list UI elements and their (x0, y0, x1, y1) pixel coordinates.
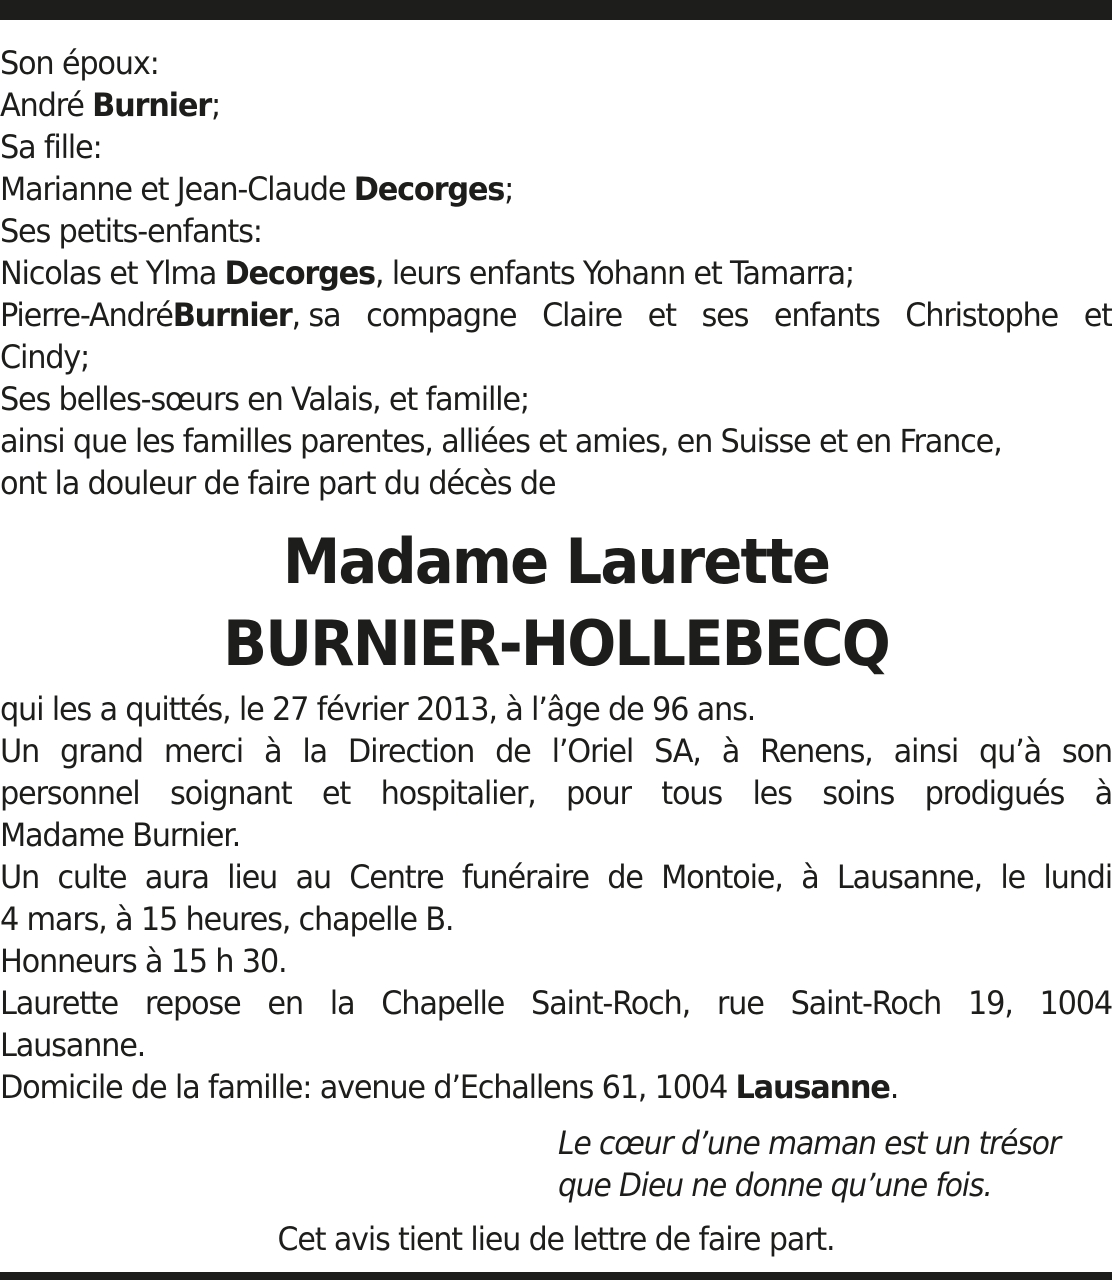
word: Claire (542, 296, 622, 334)
thanks-line-1 (0, 730, 1112, 772)
word: de (607, 858, 643, 896)
quote-line-1: Le cœur d’une maman est un trésor (558, 1124, 1060, 1162)
word: soins (822, 774, 895, 812)
word: Un (0, 732, 40, 770)
spouse-heading: Son époux: (0, 44, 159, 82)
word: 19, (967, 984, 1013, 1022)
word: rue (716, 984, 764, 1022)
word: grand (60, 732, 143, 770)
grandchild-line-1: Nicolas et Ylma Decorges, leurs enfants Yohann et Tamarra; (0, 254, 854, 292)
word: repose (144, 984, 241, 1022)
word: les (752, 774, 792, 812)
spouse-line: André Burnier; (0, 86, 220, 124)
word: à (263, 732, 282, 770)
word: Saint-Roch, (531, 984, 690, 1022)
word: tous (661, 774, 722, 812)
word: culte (57, 858, 127, 896)
word: Montoie, (661, 858, 783, 896)
word: pour (566, 774, 631, 812)
word: de (495, 732, 531, 770)
word: Centre (349, 858, 444, 896)
word: Saint-Roch (790, 984, 942, 1022)
deceased-name-line-1: Madame Laurette (282, 525, 830, 598)
word: ses (701, 296, 749, 334)
word: lieu (227, 858, 278, 896)
resting-place-line-2: Lausanne. (0, 1026, 146, 1064)
word: le (1000, 858, 1026, 896)
word: 1004 (1039, 984, 1112, 1022)
word: Christophe (905, 296, 1059, 334)
spouse-surname: Burnier (92, 86, 211, 124)
word: personnel (0, 774, 140, 812)
word: prodigués (924, 774, 1065, 812)
word: et (647, 296, 676, 334)
word: son (1061, 732, 1112, 770)
announce-line: ont la douleur de faire part du décès de (0, 464, 556, 502)
top-rule (0, 0, 1112, 20)
word: à (801, 858, 819, 896)
passed-away-line: qui les a quittés, le 27 février 2013, à l’âge de 96 ans. (0, 690, 756, 728)
honours-line: Honneurs à 15 h 30. (0, 942, 287, 980)
grandchild-1-surname: Decorges (224, 254, 375, 292)
word: funéraire (461, 858, 589, 896)
word: Laurette (0, 984, 119, 1022)
word: Renens, (760, 732, 873, 770)
relatives-line: ainsi que les familles parentes, alliées et amies, en Suisse et en France, (0, 422, 1002, 460)
deceased-name-line-2: BURNIER-HOLLEBECQ (223, 607, 889, 680)
word: merci (163, 732, 243, 770)
word: SA, (654, 732, 701, 770)
bottom-rule (0, 1272, 1112, 1280)
word: lundi (1043, 858, 1112, 896)
word: la (302, 732, 327, 770)
word: Un (0, 858, 40, 896)
word: en (267, 984, 303, 1022)
thanks-line-3: Madame Burnier. (0, 816, 241, 854)
daughter-surname: Decorges (353, 170, 505, 208)
word: enfants (773, 296, 880, 334)
details-section (0, 688, 1112, 1108)
word: la (329, 984, 355, 1022)
daughter-heading: Sa fille: (0, 128, 102, 166)
sisters-in-law-line: Ses belles-sœurs en Valais, et famille; (0, 380, 529, 418)
grandchildren-heading: Ses petits-enfants: (0, 212, 262, 250)
word: ainsi (893, 732, 959, 770)
family-section (0, 42, 1112, 504)
word: à (721, 732, 740, 770)
word: l’Oriel (551, 732, 634, 770)
word: qu’à (979, 732, 1041, 770)
quote-line-2: que Dieu ne donne qu’une fois. (558, 1166, 992, 1204)
thanks-line-2 (0, 772, 1112, 814)
service-line-2: 4 mars, à 15 heures, chapelle B. (0, 900, 454, 938)
footer-note: Cet avis tient lieu de lettre de faire part. (277, 1220, 835, 1258)
resting-place-line-1 (0, 982, 1112, 1024)
grandchild-line-2-cont: Cindy; (0, 338, 90, 376)
grandchild-2-surname: Burnier (172, 296, 292, 334)
word: hospitalier, (380, 774, 536, 812)
word: compagne (366, 296, 517, 334)
grandchild-2-name: Pierre-AndréBurnier, sa (0, 296, 341, 334)
word: à (1094, 774, 1112, 812)
daughter-line: Marianne et Jean-Claude Decorges; (0, 170, 514, 208)
grandchild-line-2 (0, 294, 1112, 336)
service-line-1 (0, 856, 1112, 898)
word: aura (144, 858, 209, 896)
family-home-line: Domicile de la famille: avenue d’Echallens 61, 1004 Lausanne. (0, 1068, 899, 1106)
word: Direction (347, 732, 475, 770)
word: soignant (170, 774, 292, 812)
word: Chapelle (381, 984, 505, 1022)
word: au (295, 858, 331, 896)
home-city: Lausanne (735, 1068, 890, 1106)
word: et (1083, 296, 1112, 334)
word: et (321, 774, 351, 812)
word: Lausanne, (836, 858, 982, 896)
